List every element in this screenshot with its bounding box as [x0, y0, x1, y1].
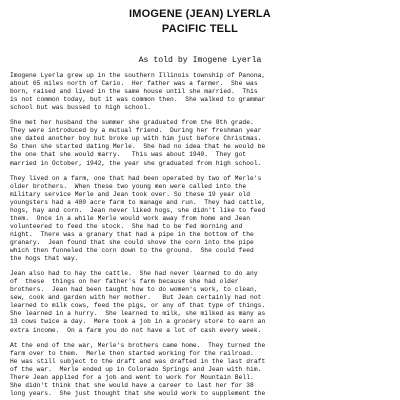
paragraph: [10, 119, 392, 167]
paragraph-line: about 65 miles north of Cario. Her father was a farmer. She was: [10, 80, 258, 88]
paragraph-line: She didn't think that she would have a career to last her for 38: [10, 381, 254, 389]
paragraph-line: she dated another boy but broke up with him just before Christmas.: [10, 135, 262, 143]
paragraph-line: of these things on her father's farm because she had older: [10, 278, 239, 286]
paragraph: [10, 175, 392, 264]
paragraph-line: farm over to them. Merle then started working for the railroad.: [10, 349, 254, 357]
paragraph-line: granary. Jean found that she could shove the corn into the pipe: [10, 238, 254, 246]
paragraph: [10, 270, 392, 334]
paragraph-line: night. There was a granary that had a pipe in the bottom of the: [10, 230, 254, 238]
paragraph-line: military service Merle and Jean took over. So these 19 year old: [10, 190, 251, 198]
paragraph-line: At the end of the war, Merle's brothers came home. They turned the: [10, 341, 266, 349]
paragraph-line: long years. She just thought that she would work to supplement the: [10, 389, 266, 397]
paragraph-line: sew, cook and garden with her mother. But Jean certainly had not: [10, 294, 262, 302]
paragraph-line: born, raised and lived in the same house until she married. This: [10, 88, 258, 96]
paragraph-line: them. Once in a while Merle would work away from home and Jean: [10, 214, 251, 222]
paragraph-line: So then she started dating Merle. She had no idea that he would be: [10, 143, 266, 151]
paragraph-line: learned to milk cows, feed the pigs, or any of that type of things.: [10, 302, 266, 310]
paragraph-line: is not common today, but it was common then. She walked to grammar: [10, 96, 266, 104]
paragraph-line: older brothers. When these two young men were called into the: [10, 182, 247, 190]
paragraph-line: youngsters had a 480 acre farm to manage and run. They had cattle,: [10, 198, 266, 206]
byline: As told by Imogene Lyerla: [138, 56, 262, 65]
paragraph-line: Jean also had to hay the cattle. She had never learned to do any: [10, 270, 258, 278]
paragraph-line: brothers. Jean had been taught how to do women's work, to clean,: [10, 286, 258, 294]
paragraph-line: There Jean applied for a job and went to work for Mountain Bell.: [10, 373, 254, 381]
paragraph-line: Imogene Lyerla grew up in the southern Illinois township of Panona,: [10, 72, 266, 79]
paragraph-line: the hogs that way.: [10, 255, 79, 263]
document-subtitle: PACIFIC TELL: [161, 23, 239, 35]
paragraph: [10, 342, 392, 398]
paragraph-line: She met her husband the summer she graduated from the 8th grade.: [10, 119, 254, 127]
paragraph-line: hogs, hay and corn. Jean never liked hogs, she didn't like to feed: [10, 206, 266, 214]
paragraph-line: which then funneled the corn down to the ground. She could feed: [10, 247, 254, 255]
paragraph-line: He was still subject to the draft and was drafted in the last draft: [10, 357, 266, 365]
paragraph-line: 13 cows twice a day. Mere took a job in a grocery store to earn an: [10, 318, 266, 326]
paragraph: [10, 72, 392, 112]
paragraph-line: married in October, 1942, the year she graduated from high school.: [10, 159, 262, 167]
paragraph-line: She learned in a hurry. She learned to milk, she milked as many as: [10, 310, 266, 318]
paragraph-line: of the war. Merle ended up in Colorado Springs and Jean with him.: [10, 365, 262, 373]
paragraph-line: school but was bussed to high school.: [10, 104, 151, 112]
paragraph-line: extra income. On a farm you do not have a lot of cash every week.: [10, 326, 262, 334]
paragraph-line: volunteered to feed the stock. She had to be fed morning and: [10, 222, 243, 230]
paragraph-line: the one that she would marry. This was about 1940. They got: [10, 151, 247, 159]
paragraph-line: They were introduced by a mutual friend. During her freshman year: [10, 127, 262, 135]
paragraph-line: They lived on a farm, one that had been operated by two of Merle's: [10, 174, 262, 182]
document-title: IMOGENE (JEAN) LYERLA: [129, 8, 271, 20]
